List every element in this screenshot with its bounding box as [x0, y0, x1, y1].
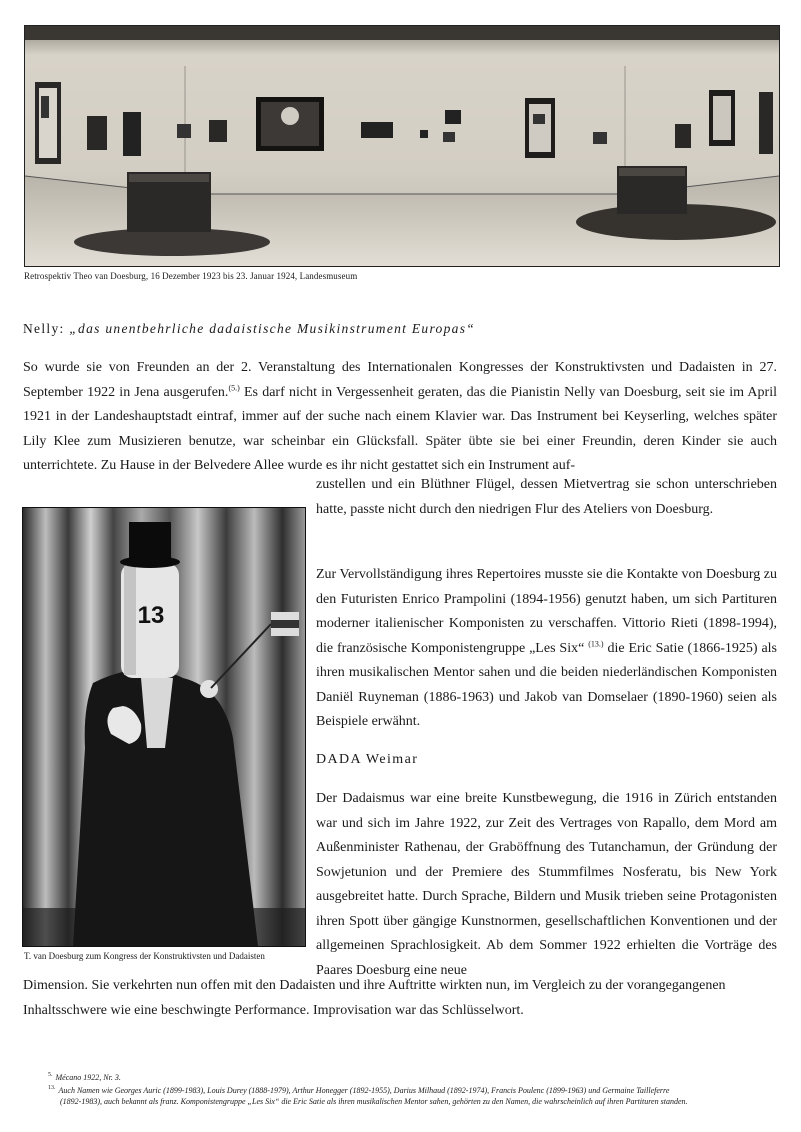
- footnote-mark: 13.: [48, 1084, 56, 1091]
- footnote-5: [48, 1072, 778, 1084]
- paragraph-2: zustellen und ein Blüthner Flügel, dessen Mietvertrag sie schon unterschrieben hatte, passte nicht durch den niedrigen Flur des Ateliers von Doesburg.: [316, 477, 777, 517]
- exhibition-photo: [24, 25, 780, 267]
- footnote-mark: 5.: [48, 1072, 53, 1079]
- paragraph-1-text-b: Es darf nicht in Vergessenheit geraten, das die Pianistin Nelly van Doesburg, seit sie im April 1921 in der Landeshauptstadt eintraf, immer auf der suche nach einem Klavier war. Das Instrument bei Keyserling, welches später Lily Klee zum Musizieren benutze, war scheinbar ein Glücksfall. Später übte sie bei einer Freundin, deren Kinder sie auch unterrichtete. Zu Hause in der Belvedere Allee wurde es ihr nicht gestattet sich ein Instrument auf-: [23, 384, 777, 473]
- footnote-text: Auch Namen wie Georges Auric (1899-1983), Louis Durey (1888-1979), Arthur Honegger (1892-1955), Darius Milhaud (1892-1974), Francis Poulenc (1899-1963) und Germaine Tailleferre: [58, 1085, 670, 1095]
- paragraph-4: Der Dadaismus war eine breite Kunstbewegung, die 1916 in Zürich entstanden war und sich im Jahre 1922, zur Zeit des Vertrages von Rapallo, dem Mord am Außenminister Rathenau, der Graböffnung des Tutanchamun, der Gründung der Sowjetunion und der Premiere des Stummfilmes Nosferatu, bis New York ausgebreitet hatte. Durch Sprache, Bildern und Musik trieben seine Protagonisten ihren Spott über gängige Kunstnormen, gesellschaftlichen Konventionen und der allgemeinen Sprachlosigkeit. Ab dem Sommer 1922 erhielten die Vorträge des Paares Doesburg eine neue: [316, 791, 777, 978]
- exhibition-photo-caption: Retrospektiv Theo van Doesburg, 16 Dezember 1923 bis 23. Januar 1924, Landesmuseum: [24, 271, 358, 281]
- sign-number: 13: [137, 602, 165, 629]
- paragraph-1: [23, 356, 777, 479]
- section-heading-nelly: [23, 321, 475, 337]
- footnote-13: [48, 1085, 778, 1097]
- heading-lead: Nelly:: [23, 321, 70, 336]
- paragraph-3: [316, 563, 777, 735]
- paragraph-3-text-a: Zur Vervollständigung ihres Repertoires musste sie die Kontakte von Doesburg zu den Futuristen Enrico Prampolini (1894-1956) genutzt haben, um sich Partituren moderner italienischer Komponisten zu verschaffen. Vittorio Rieti (1898-1994), die französische Komponistengruppe „Les Six“: [316, 567, 777, 656]
- paragraph-3-text-b: die Eric Satie (1866-1925) als ihren musikalischen Mentor sahen und die beiden niederländischen Komponisten Daniël Ruyneman (1886-1963) und Jakob van Domselaer (1890-1960) seien als Beispiele erwähnt.: [316, 640, 777, 729]
- doesburg-photo: [22, 507, 306, 947]
- doesburg-photo-caption: T. van Doesburg zum Kongress der Konstruktivsten und Dadaisten: [24, 951, 265, 961]
- footnotes: [48, 1072, 778, 1108]
- footnote-13-continued: (1892-1983), auch bekannt als franz. Komponistengruppe „Les Six“ die Eric Satie als ihren musikalischen Mentor sahen, gehörten zu den Namen, die wahrscheinlich auf ihren Partituren standen.: [60, 1097, 688, 1106]
- footnote-text: Mécano 1922, Nr. 3.: [55, 1073, 121, 1082]
- footnote-ref-5: (5.): [228, 382, 240, 392]
- paragraph-5: Dimension. Sie verkehrten nun offen mit den Dadaisten und ihre Auftritte wirkten nun, im Vergleich zu der vorangegangenen Inhaltsschwere wie eine beschwingte Performance. Improvisation war das Schlüsselwort.: [23, 978, 726, 1018]
- section-heading-dada: DADA Weimar: [316, 752, 419, 767]
- footnote-ref-13: (13.): [588, 638, 604, 648]
- heading-quote: „das unentbehrliche dadaistische Musikinstrument Europas“: [69, 321, 476, 336]
- paragraph-1-text-a: So wurde sie von Freunden an der 2. Veranstaltung des Internationalen Kongresses der Konstruktivsten und Dadaisten in 27. September 1922 in Jena ausgerufen.: [23, 360, 777, 400]
